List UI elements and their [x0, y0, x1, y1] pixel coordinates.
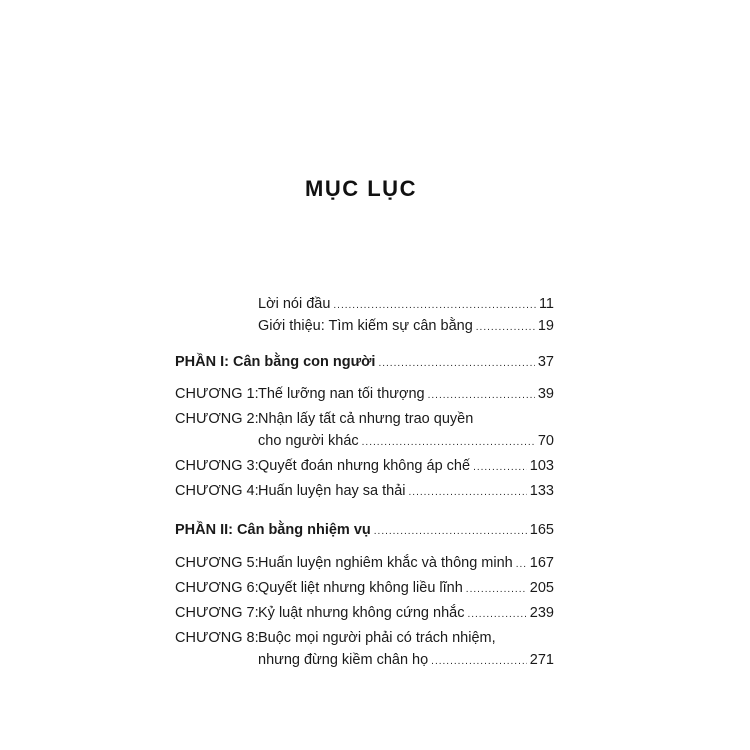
dot-leader	[473, 458, 527, 478]
chapter-title: Huấn luyện hay sa thải	[258, 483, 406, 499]
toc-chapter-3	[258, 456, 554, 478]
toc-entry-introduction	[258, 316, 554, 338]
chapter-title: Huấn luyện nghiêm khắc và thông minh	[258, 555, 513, 571]
chapter-title: Kỷ luật nhưng không cứng nhắc	[258, 605, 465, 621]
chapter-title-line1: Nhận lấy tất cả nhưng trao quyền	[258, 411, 474, 427]
chapter-title: Quyết đoán nhưng không áp chế	[258, 458, 471, 474]
toc-chapter-5	[258, 553, 554, 575]
chapter-page: 133	[529, 483, 554, 499]
dot-leader	[362, 433, 535, 453]
toc-chapter-2	[258, 431, 554, 453]
chapter-title: nhưng đừng kiềm chân họ	[258, 652, 429, 668]
toc-chapter-7	[258, 603, 554, 625]
chapter-title: Thế lưỡng nan tối thượng	[258, 386, 425, 402]
toc-chapter-6	[258, 578, 554, 600]
dot-leader	[476, 318, 535, 338]
part-label: PHẦN I: Cân bằng con người	[175, 354, 376, 370]
dot-leader	[374, 522, 527, 542]
chapter-number: CHƯƠNG 2:	[175, 411, 259, 427]
dot-leader	[409, 483, 527, 503]
chapter-page: 70	[537, 433, 554, 449]
chapter-page: 271	[529, 652, 554, 668]
dot-leader	[467, 605, 526, 625]
chapter-page: 167	[529, 555, 554, 571]
chapter-number: CHƯƠNG 8:	[175, 630, 259, 646]
dot-leader	[333, 296, 536, 316]
toc-chapter-8	[258, 650, 554, 672]
chapter-number: CHƯƠNG 6:	[175, 580, 259, 596]
chapter-number: CHƯƠNG 3:	[175, 458, 259, 474]
chapter-page: 205	[529, 580, 554, 596]
chapter-page: 103	[529, 458, 554, 474]
page-title: MỤC LỤC	[305, 176, 417, 201]
toc-chapter-4	[258, 481, 554, 503]
dot-leader	[466, 580, 527, 600]
toc-entry-label: Lời nói đầu	[258, 296, 331, 312]
dot-leader	[431, 652, 527, 672]
dot-leader	[378, 354, 534, 374]
chapter-title: Quyết liệt nhưng không liều lĩnh	[258, 580, 463, 596]
toc-part-2	[175, 520, 554, 542]
chapter-title: cho người khác	[258, 433, 359, 449]
chapter-number: CHƯƠNG 1:	[175, 386, 259, 402]
chapter-page: 39	[537, 386, 554, 402]
toc-entry-page: 11	[538, 296, 554, 312]
toc-entry-preface	[258, 294, 554, 316]
chapter-number: CHƯƠNG 7:	[175, 605, 259, 621]
toc-entry-label: Giới thiệu: Tìm kiếm sự cân bằng	[258, 318, 473, 334]
chapter-page: 239	[529, 605, 554, 621]
chapter-number: CHƯƠNG 5:	[175, 555, 259, 571]
chapter-title-line1: Buộc mọi người phải có trách nhiệm,	[258, 630, 496, 646]
toc-entry-page: 19	[537, 318, 554, 334]
chapter-number: CHƯƠNG 4:	[175, 483, 259, 499]
part-page: 37	[537, 354, 554, 370]
part-label: PHẦN II: Cân bằng nhiệm vụ	[175, 522, 371, 538]
dot-leader	[516, 555, 527, 575]
dot-leader	[428, 386, 535, 406]
part-page: 165	[529, 522, 554, 538]
toc-chapter-1	[258, 384, 554, 406]
toc-part-1	[175, 352, 554, 374]
